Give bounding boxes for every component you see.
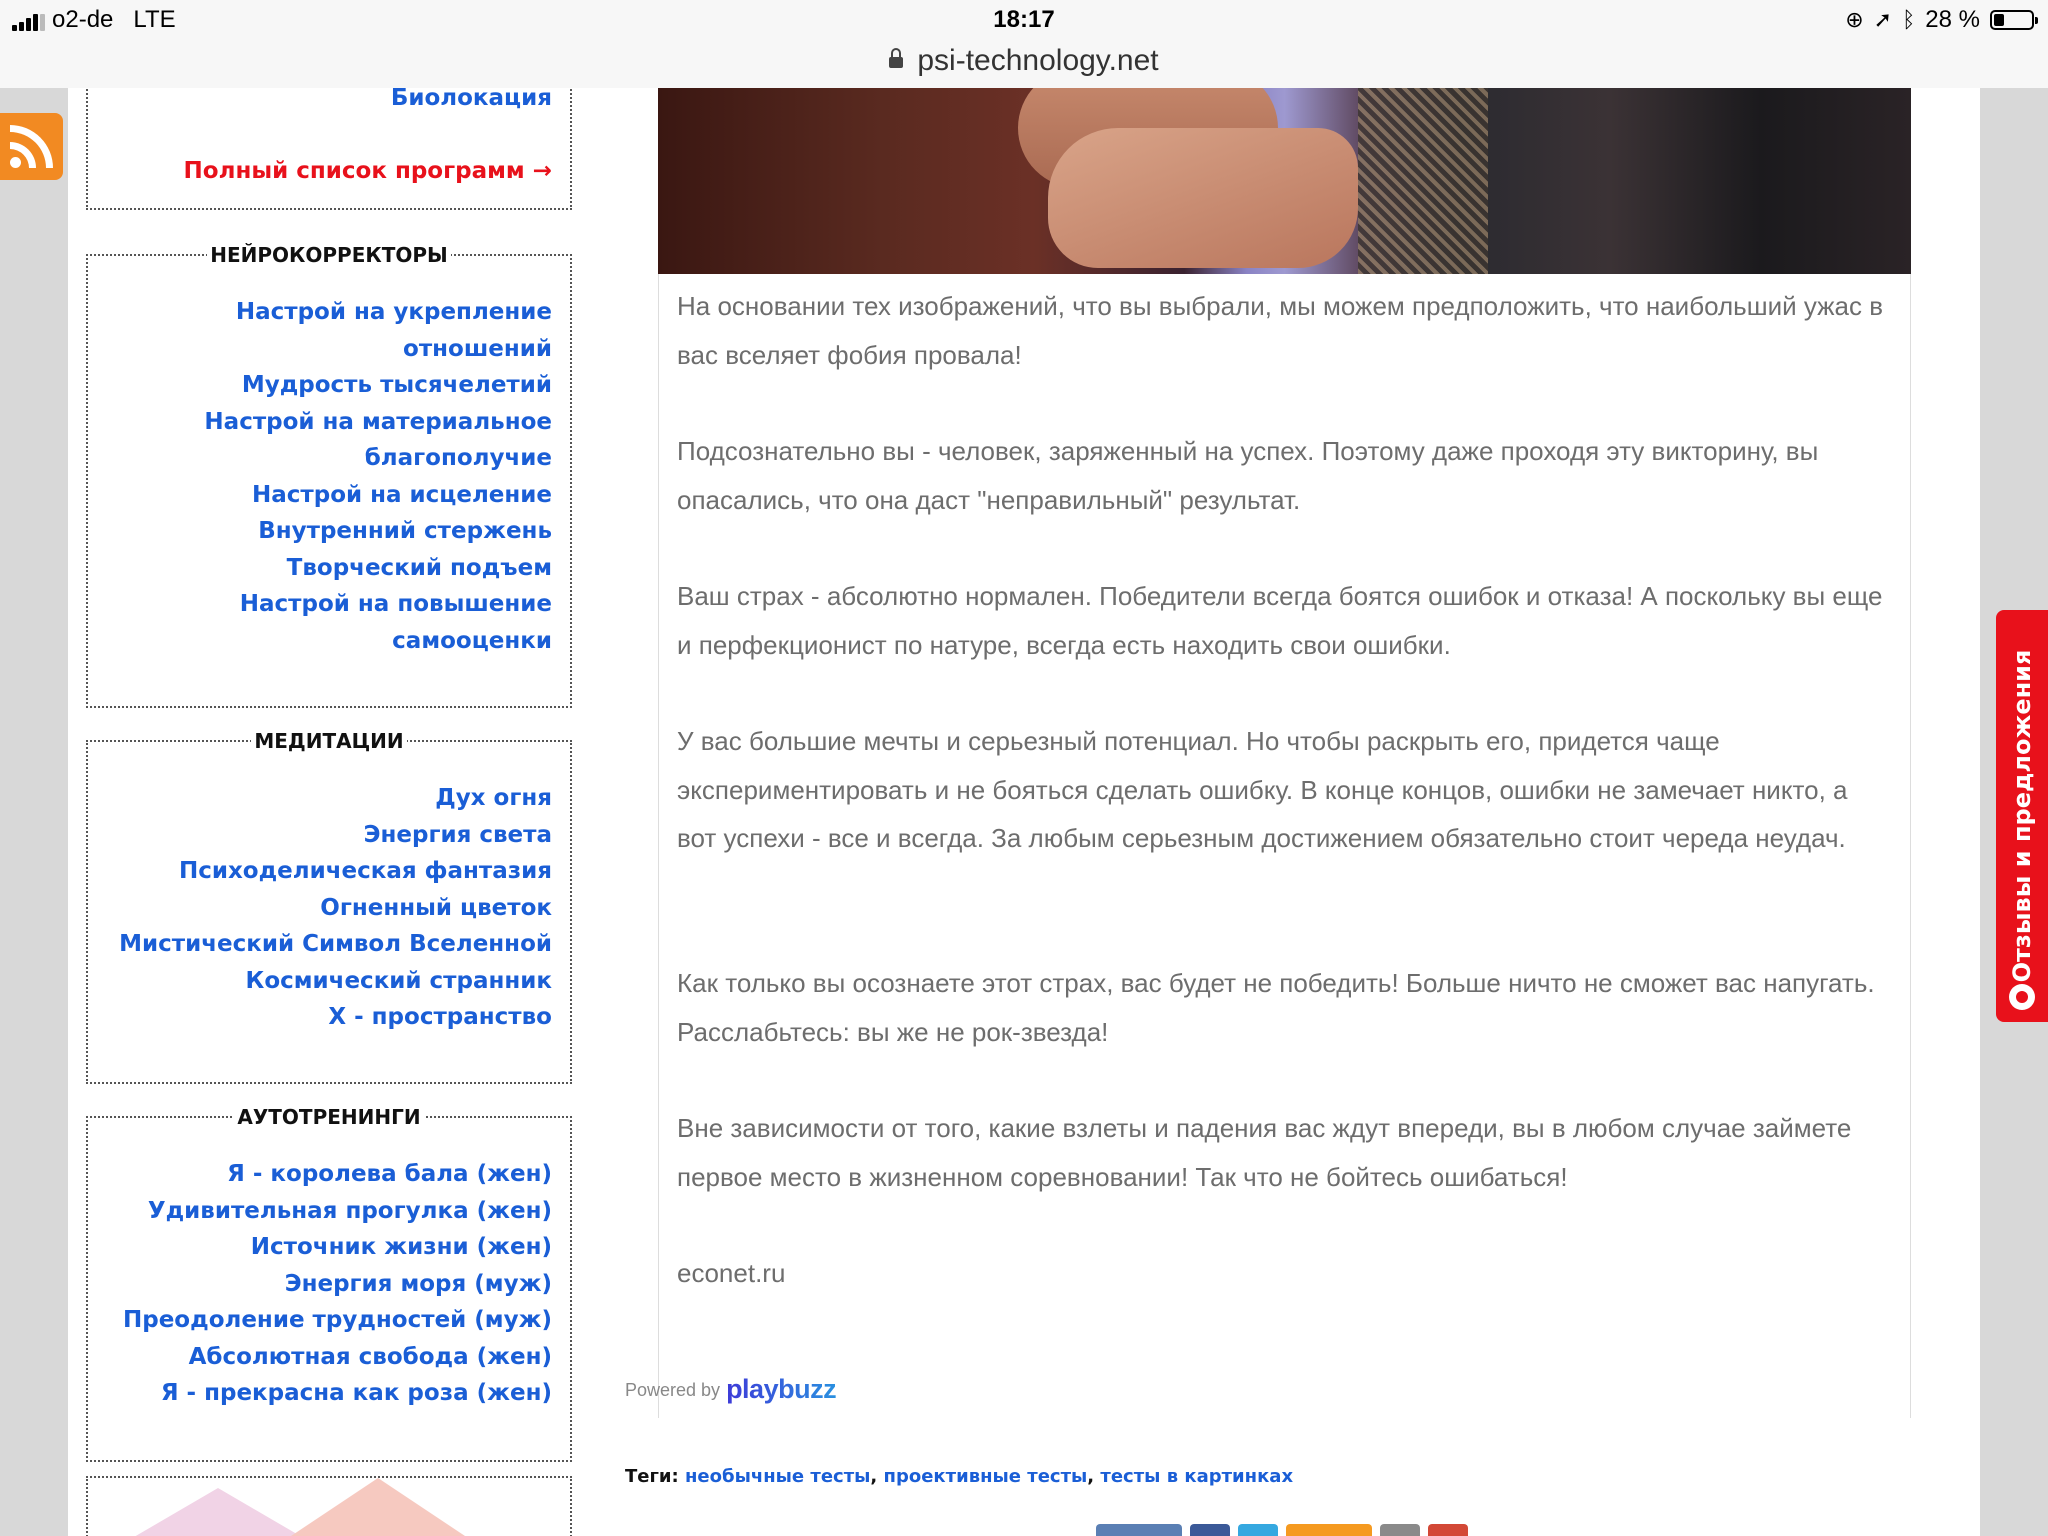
quiz-result-image: [658, 88, 1911, 274]
rss-icon[interactable]: [0, 113, 63, 180]
sidebar-link[interactable]: Мистический Символ Вселенной: [119, 931, 552, 957]
sidebar-link[interactable]: Настрой на укрепление: [235, 299, 552, 325]
sidebar-link[interactable]: Удивительная прогулка (жен): [147, 1197, 552, 1224]
share-mail-button[interactable]: [1380, 1524, 1420, 1536]
article-paragraph: У вас большие мечты и серьезный потенциал. Но чтобы раскрыть его, придется чаще экспериментировать и не бояться сделать ошибку. В конце концов, ошибки не замечает никто, а вот успехи - все и всегда. За любым серьезным достижением обязательно стоит череда неудач.: [677, 726, 1848, 853]
sidebar-link[interactable]: Настрой на повышение: [239, 591, 552, 617]
share-ok-button[interactable]: [1286, 1524, 1372, 1536]
article-paragraph: На основании тех изображений, что вы выбрали, мы можем предположить, что наибольший ужас в вас вселяет фобия провала!: [677, 291, 1884, 370]
share-google-button[interactable]: [1428, 1524, 1468, 1536]
sidebar-link[interactable]: Преодоление трудностей (муж): [123, 1307, 552, 1333]
playbuzz-logo[interactable]: playbuzz: [726, 1374, 837, 1404]
tags-label: Теги:: [625, 1466, 679, 1487]
full-program-list-link[interactable]: Полный список программ →: [183, 157, 552, 184]
sidebar-link[interactable]: Дух огня: [435, 785, 552, 811]
programs-box: [86, 88, 572, 210]
sidebar-link[interactable]: Космический странник: [245, 967, 552, 994]
powered-by-label: Powered by: [625, 1380, 721, 1400]
article-paragraph: Вне зависимости от того, какие взлеты и падения вас ждут впереди, вы в любом случае займете первое место в жизненном соревновании! Так что не бойтесь ошибаться!: [677, 1113, 1852, 1192]
sidebar-link[interactable]: Источник жизни (жен): [250, 1234, 552, 1260]
sidebar-link[interactable]: самооценки: [392, 627, 552, 654]
sidebar-link[interactable]: отношений: [403, 335, 552, 362]
carrier-name: o2-de: [52, 6, 114, 33]
tag-link[interactable]: проективные тесты: [883, 1466, 1088, 1487]
share-twitter-button[interactable]: [1238, 1524, 1278, 1536]
share-vk-button[interactable]: [1096, 1524, 1182, 1536]
sidebar-link[interactable]: Энергия света: [363, 821, 552, 848]
sidebar-link[interactable]: Энергия моря (муж): [284, 1270, 552, 1297]
lock-icon: [889, 57, 903, 68]
tag-link[interactable]: тесты в картинках: [1100, 1466, 1294, 1487]
web-page: [0, 88, 2048, 1536]
article-paragraph: Ваш страх - абсолютно нормален. Победители всегда боятся ошибок и отказа! А поскольку вы еще и перфекционист по натуре, всегда есть находить свои ошибки.: [677, 581, 1883, 660]
location-icon: ➚: [1873, 7, 1893, 32]
neurocorrectors-box: [86, 243, 572, 708]
sidebar-link[interactable]: Я - королева бала (жен): [227, 1161, 552, 1187]
clock: 18:17: [993, 6, 1055, 33]
article-source: econet.ru: [677, 1258, 786, 1288]
sidebar-link[interactable]: Настрой на материальное: [204, 408, 552, 435]
feedback-icon: [2009, 984, 2035, 1010]
sidebar-link[interactable]: Огненный цветок: [320, 894, 552, 921]
battery-icon: [1990, 10, 2034, 30]
sidebar-link[interactable]: Внутренний стержень: [258, 518, 552, 544]
sidebar-link-biolocation[interactable]: Биолокация: [390, 88, 552, 111]
rotation-lock-icon: ⊕: [1845, 7, 1864, 32]
tags-line: Теги: необычные тесты, проективные тесты, тесты в картинках: [625, 1466, 1294, 1487]
feedback-tab[interactable]: [1996, 610, 2048, 1022]
left-gutter: [0, 88, 68, 1536]
meditations-box: [86, 729, 572, 1084]
article-paragraph: Подсознательно вы - человек, заряженный на успех. Поэтому даже проходя эту викторину, вы опасались, что она даст "неправильный" результат.: [677, 436, 1819, 515]
sidebar-link[interactable]: Мудрость тысячелетий: [241, 372, 552, 398]
share-facebook-button[interactable]: [1190, 1524, 1230, 1536]
bluetooth-icon: ᛒ: [1902, 7, 1916, 32]
meditations-title: МЕДИТАЦИИ: [251, 729, 406, 753]
sidebar-link[interactable]: Творческий подъем: [286, 554, 552, 581]
autotrainings-box: [86, 1105, 572, 1462]
sidebar-link[interactable]: Психоделическая фантазия: [178, 858, 552, 884]
sidebar-link[interactable]: Настрой на исцеление: [252, 481, 552, 508]
sidebar-link[interactable]: благополучие: [364, 445, 552, 471]
neurocorrectors-title: НЕЙРОКОРРЕКТОРЫ: [207, 243, 451, 267]
powered-by[interactable]: [625, 1374, 836, 1405]
feedback-label[interactable]: Отзывы и предложения: [2008, 649, 2036, 983]
sidebar-link[interactable]: Абсолютная свобода (жен): [188, 1343, 552, 1370]
sidebar-banner-image[interactable]: [86, 1476, 572, 1536]
status-bar: [0, 0, 2048, 44]
url-text[interactable]: psi-technology.net: [917, 44, 1159, 77]
sidebar-link[interactable]: Я - прекрасна как роза (жен): [160, 1380, 552, 1406]
address-bar[interactable]: [0, 44, 2048, 88]
quiz-result-text: [658, 274, 1911, 1418]
sidebar-link[interactable]: X - пространство: [328, 1004, 552, 1030]
autotrainings-title: АУТОТРЕНИНГИ: [234, 1105, 423, 1129]
network-type: LTE: [133, 6, 176, 33]
tag-link[interactable]: необычные тесты: [684, 1466, 871, 1487]
battery-percent: 28 %: [1925, 6, 1980, 33]
article-paragraph: Как только вы осознаете этот страх, вас будет не победить! Больше ничто не сможет вас напугать. Расслабьтесь: вы же не рок-звезда!: [677, 968, 1875, 1047]
